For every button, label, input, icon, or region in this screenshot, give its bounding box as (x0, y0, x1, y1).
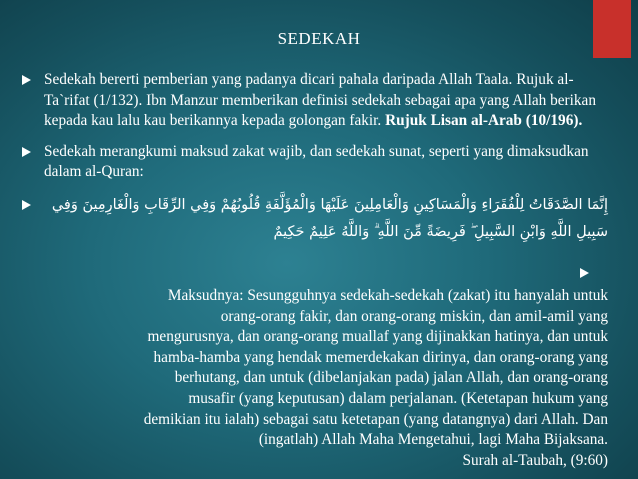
bullet-scope-text: Sedekah merangkumi maksud zakat wajib, dan sedekah sunat, seperti yang dimaksudkan dalam al-Quran: (44, 142, 589, 180)
slide-title: SEDEKAH (277, 29, 361, 48)
translation-line: hamba-hamba yang hendak memerdekakan dirinya, dan orang-orang yang (153, 348, 608, 366)
bullet-arrow-icon (22, 147, 31, 157)
translation-line: berhutang, dan untuk (dibelanjakan pada) jalan Allah, dan orang-orang (174, 369, 608, 387)
bullet-arrow-icon (580, 268, 589, 278)
bullet-list (22, 70, 608, 246)
bullet-scope (22, 142, 608, 183)
translation-line: demikian itu ialah) sebagai satu ketetapan (yang datangnya) dari Allah. Dan (143, 410, 608, 428)
bullet-arrow-icon (22, 75, 31, 85)
bullet-arrow-icon (22, 200, 31, 210)
bullet-definition (22, 70, 608, 132)
translation-line: orang-orang fakir, dan orang-orang miskin, dan amil-amil yang (220, 307, 608, 325)
translation-line: (ingatlah) Allah Maha Mengetahui, lagi Maha Bijaksana. (258, 431, 608, 449)
arabic-verse-text: إِنَّمَا الصَّدَقَاتُ لِلْفُقَرَاءِ وَالْمَسَاكِينِ وَالْعَامِلِينَ عَلَيْهَا وَالْمُؤَلَّفَةِ قُلُوبُهُمْ وَفِي الرِّقَابِ وَالْغَارِمِينَ وَفِي سَبِيلِ اللَّهِ وَابْنِ السَّبِيلِ ۖ فَرِيضَةً مِّنَ اللَّهِ ۗ وَاللَّهُ عَلِيمٌ حَكِيمٌ (51, 196, 608, 240)
surah-reference: Surah al-Taubah, (9:60) (462, 451, 608, 469)
bullet-quran-verse (22, 192, 608, 246)
bullet-definition-reference: Rujuk Lisan al-Arab (10/196). (385, 112, 583, 129)
translation-line: musafir (yang keputusan) dalam perjalanan. (Ketetapan hukum yang (188, 389, 608, 407)
translation-line: Maksudnya: Sesungguhnya sedekah-sedekah (zakat) itu hanyalah untuk (167, 287, 608, 304)
verse-translation (50, 286, 608, 471)
translation-line: mengurusnya, dan orang-orang muallaf yang dijinakkan hatinya, dan untuk (147, 328, 608, 346)
bullet-definition-text: Sedekah bererti pemberian yang padanya dicari pahala daripada Allah Taala. Rujuk al-Ta`rifat (1/132). Ibn Manzur memberikan definisi sedekah sebagai apa yang Allah berikan kepada kau lalu kau berikannya kepada golongan fakir. (44, 71, 596, 129)
